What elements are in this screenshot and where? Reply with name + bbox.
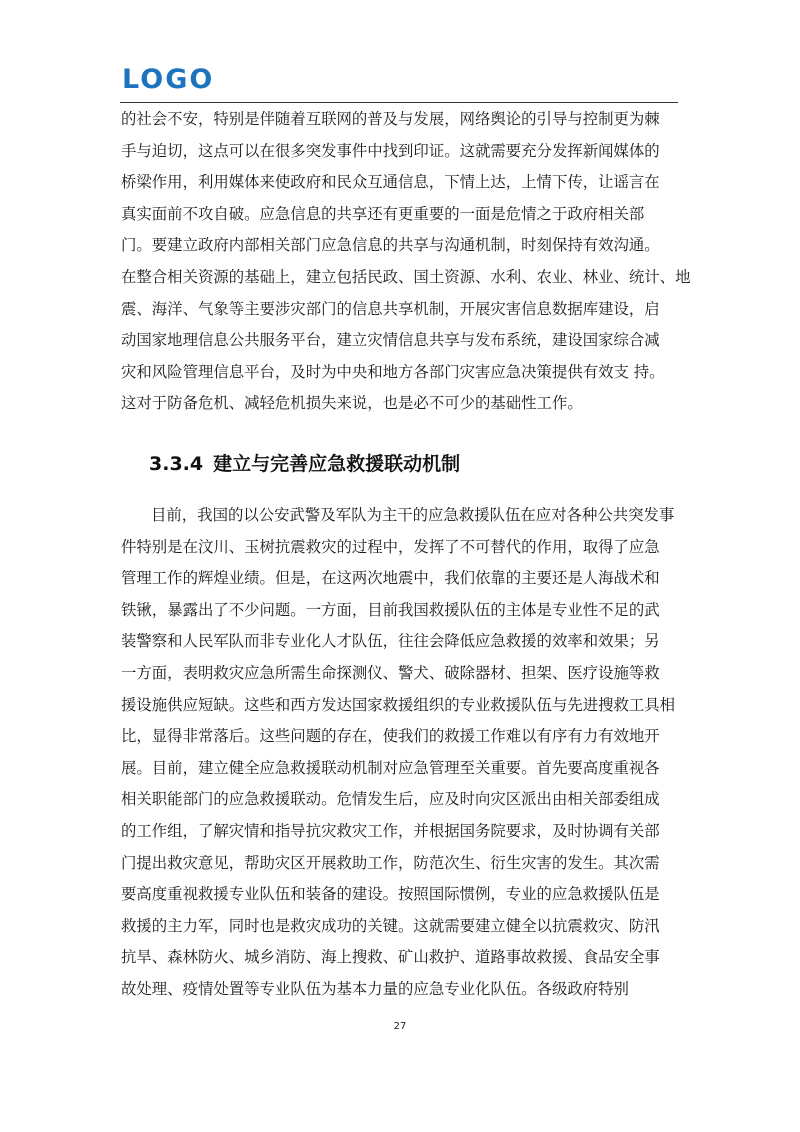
text-line: 在整合相关资源的基础上，建立包括民政、国土资源、水利、农业、林业、统计、地 (121, 267, 691, 286)
section-title: 建立与完善应急救援联动机制 (213, 453, 461, 475)
text-line: 门提出救灾意见，帮助灾区开展救助工作，防范次生、衍生灾害的发生。其次需 (121, 853, 660, 872)
text-line: 真实面前不攻自破。应急信息的共享还有更重要的一面是危情之于政府相关部 (121, 204, 645, 223)
text-line: 救援的主力军，同时也是救灾成功的关键。这就需要建立健全以抗震救灾、防汛 (121, 916, 660, 935)
text-line: 动国家地理信息公共服务平台，建立灾情信息共享与发布系统，建设国家综合减 (121, 331, 660, 350)
text-line: 援设施供应短缺。这些和西方发达国家救援组织的专业救援队伍与先进搜救工具相 (121, 695, 676, 714)
logo: LOGO (122, 64, 215, 95)
text-line: 相关职能部门的应急救援联动。危情发生后，应及时向灾区派出由相关部委组成 (121, 790, 660, 809)
text-line: 装警察和人民军队而非专业化人才队伍，往往会降低应急救援的效率和效果；另 (121, 632, 660, 651)
section-heading (149, 450, 460, 478)
text-line: 管理工作的辉煌业绩。但是，在这两次地震中，我们依靠的主要还是人海战术和 (121, 569, 660, 588)
text-line: 灾和风险管理信息平台，及时为中央和地方各部门灾害应急决策提供有效支 持。 (121, 362, 665, 381)
text-line: 震、海洋、气象等主要涉灾部门的信息共享机制，开展灾害信息数据库建设，启 (121, 299, 660, 318)
text-line: 比，显得非常落后。这些问题的存在，使我们的救援工作难以有序有力有效地开 (121, 727, 660, 746)
page-number: 27 (393, 1021, 407, 1032)
text-line: 目前，我国的以公安武警及军队为主干的应急救援队伍在应对各种公共突发事 (151, 506, 675, 524)
header-divider (120, 102, 678, 103)
text-line: 件特别是在汶川、玉树抗震救灾的过程中，发挥了不可替代的作用，取得了应急 (121, 537, 660, 556)
text-line: 的工作组，了解灾情和指导抗灾救灾工作，并根据国务院要求，及时协调有关部 (121, 821, 660, 840)
text-line: 展。目前，建立健全应急救援联动机制对应急管理至关重要。首先要高度重视各 (121, 758, 660, 777)
text-line: 一方面，表明救灾应急所需生命探测仪、警犬、破除器材、担架、医疗设施等救 (121, 663, 660, 682)
section-number: 3.3.4 (149, 453, 204, 475)
text-line: 铁锹，暴露出了不少问题。一方面，目前我国救援队伍的主体是专业性不足的武 (121, 600, 660, 619)
paragraph-main (121, 500, 697, 1006)
text-line: 故处理、疫情处置等专业队伍为基本力量的应急专业化队伍。各级政府特别 (121, 979, 629, 998)
text-line: 抗旱、森林防火、城乡消防、海上搜救、矿山救护、道路事故救援、食品安全事 (121, 948, 660, 967)
paragraph-top (121, 104, 697, 420)
text-line: 桥梁作用，利用媒体来使政府和民众互通信息，下情上达，上情下传，让谣言在 (121, 173, 660, 192)
text-line: 要高度重视救援专业队伍和装备的建设。按照国际惯例，专业的应急救援队伍是 (121, 885, 660, 904)
text-line: 手与迫切，这点可以在很多突发事件中找到印证。这就需要充分发挥新闻媒体的 (121, 141, 660, 160)
text-line: 门。要建立政府内部相关部门应急信息的共享与沟通机制，时刻保持有效沟通。 (121, 236, 660, 255)
text-line: 的社会不安，特别是伴随着互联网的普及与发展，网络舆论的引导与控制更为棘 (121, 110, 660, 128)
text-line: 这对于防备危机、减轻危机损失来说，也是必不可少的基础性工作。 (121, 394, 583, 413)
